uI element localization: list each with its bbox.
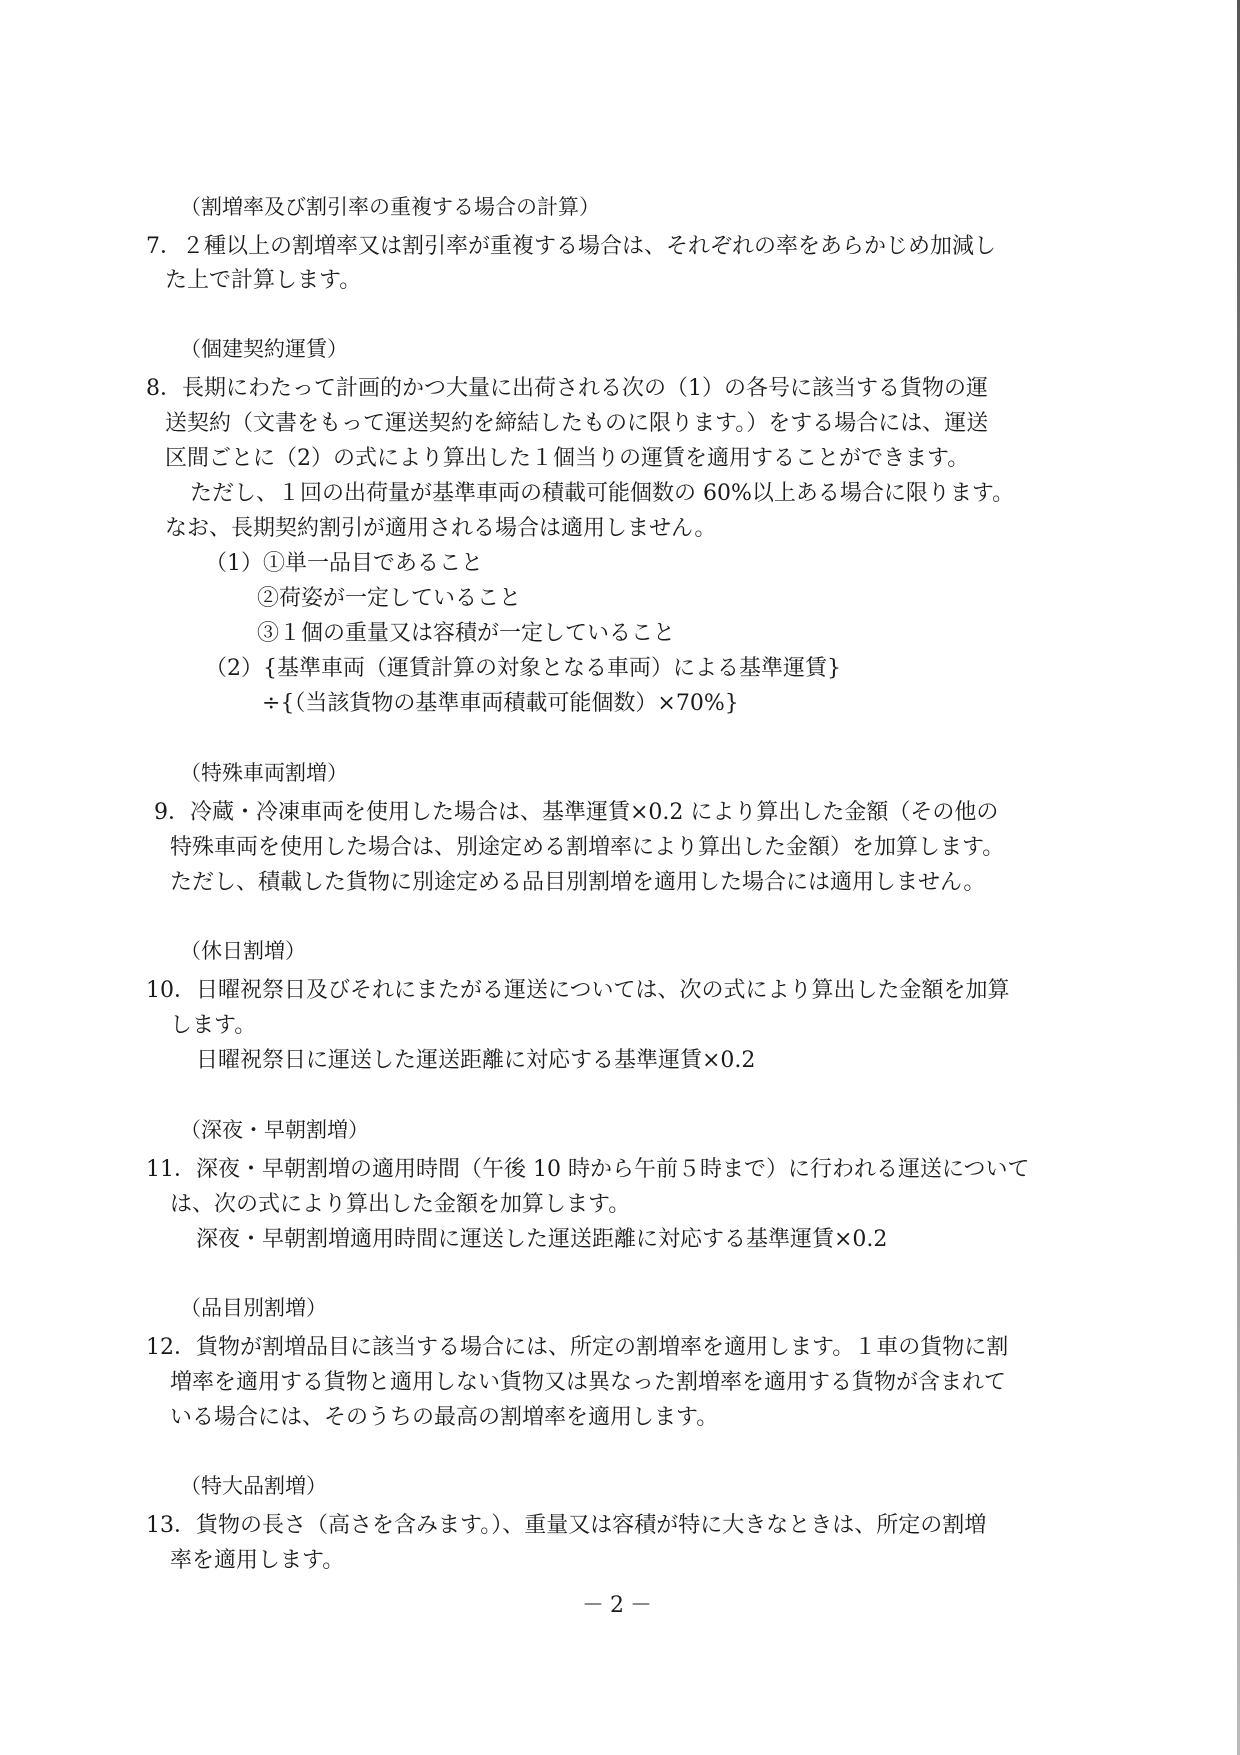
paragraph-line: 7．２種以上の割増率又は割引率が重複する場合は、それぞれの率をあらかじめ加減し [146, 234, 996, 259]
paragraph-line: します。 [170, 1013, 257, 1038]
list-item: ③１個の重量又は容積が一定していること [257, 621, 676, 646]
formula-line: 日曜祝祭日に運送した運送距離に対応する基準運賃×0.2 [196, 1048, 756, 1073]
section-heading: （深夜・早朝割増） [180, 1118, 369, 1142]
paragraph-line: た上で計算します。 [165, 268, 362, 293]
paragraph-line: 増率を適用する貨物と適用しない貨物又は異なった割増率を適用する貨物が含まれて [170, 1370, 1007, 1395]
section-heading: （品目別割増） [180, 1296, 327, 1320]
paragraph-line: いる場合には、そのうちの最高の割増率を適用します。 [170, 1405, 719, 1430]
paragraph-line: ただし、積載した貨物に別途定める品目別割増を適用した場合には適用しません。 [170, 870, 986, 895]
paragraph-line: 区間ごとに（2）の式により算出した１個当りの運賃を適用することができます。 [165, 446, 970, 471]
paragraph-line: 8．長期にわたって計画的かつ大量に出荷される次の（1）の各号に該当する貨物の運 [146, 376, 988, 401]
paragraph-line: 13．貨物の長さ（高さを含みます。）、重量又は容積が特に大きなときは、所定の割増 [146, 1513, 987, 1538]
paragraph-line: 9．冷蔵・冷凍車両を使用した場合は、基準運賃×0.2 により算出した金額（その他の [154, 800, 999, 825]
paragraph-line: 12．貨物が割増品目に該当する場合には、所定の割増率を適用します。１車の貨物に割 [146, 1335, 1009, 1360]
list-item: ②荷姿が一定していること [257, 586, 522, 611]
list-item: （1）①単一品目であること [205, 551, 483, 576]
page-number: －2－ [582, 1593, 658, 1618]
paragraph-line: は、次の式により算出した金額を加算します。 [170, 1192, 631, 1217]
paragraph-line: 11．深夜・早朝割増の適用時間（午後 10 時から午前５時まで）に行われる運送について [146, 1157, 1030, 1182]
section-heading: （休日割増） [180, 939, 306, 963]
paragraph-line: ただし、１回の出荷量が基準車両の積載可能個数の 60%以上ある場合に限ります。 [190, 481, 1015, 506]
formula-line: 深夜・早朝割増適用時間に運送した運送距離に対応する基準運賃×0.2 [196, 1227, 888, 1252]
formula-line: （2）{基準車両（運賃計算の対象となる車両）による基準運賃} [205, 656, 841, 681]
section-heading: （割増率及び割引率の重複する場合の計算） [180, 195, 600, 219]
paragraph-line: 10．日曜祝祭日及びそれにまたがる運送については、次の式により算出した金額を加算 [146, 978, 1010, 1003]
formula-line: ÷{（当該貨物の基準車両積載可能個数）×70%} [262, 691, 739, 716]
paragraph-line: 率を適用します。 [170, 1548, 345, 1573]
section-heading: （個建契約運賃） [180, 337, 348, 361]
paragraph-line: 特殊車両を使用した場合は、別途定める割増率により算出した金額）を加算します。 [170, 835, 1005, 860]
paragraph-line: なお、長期契約割引が適用される場合は適用しません。 [165, 516, 717, 541]
paragraph-line: 送契約（文書をもって運送契約を締結したものに限ります。）をする場合には、運送 [165, 411, 989, 436]
section-heading: （特大品割増） [180, 1474, 327, 1498]
section-heading: （特殊車両割増） [180, 761, 348, 785]
